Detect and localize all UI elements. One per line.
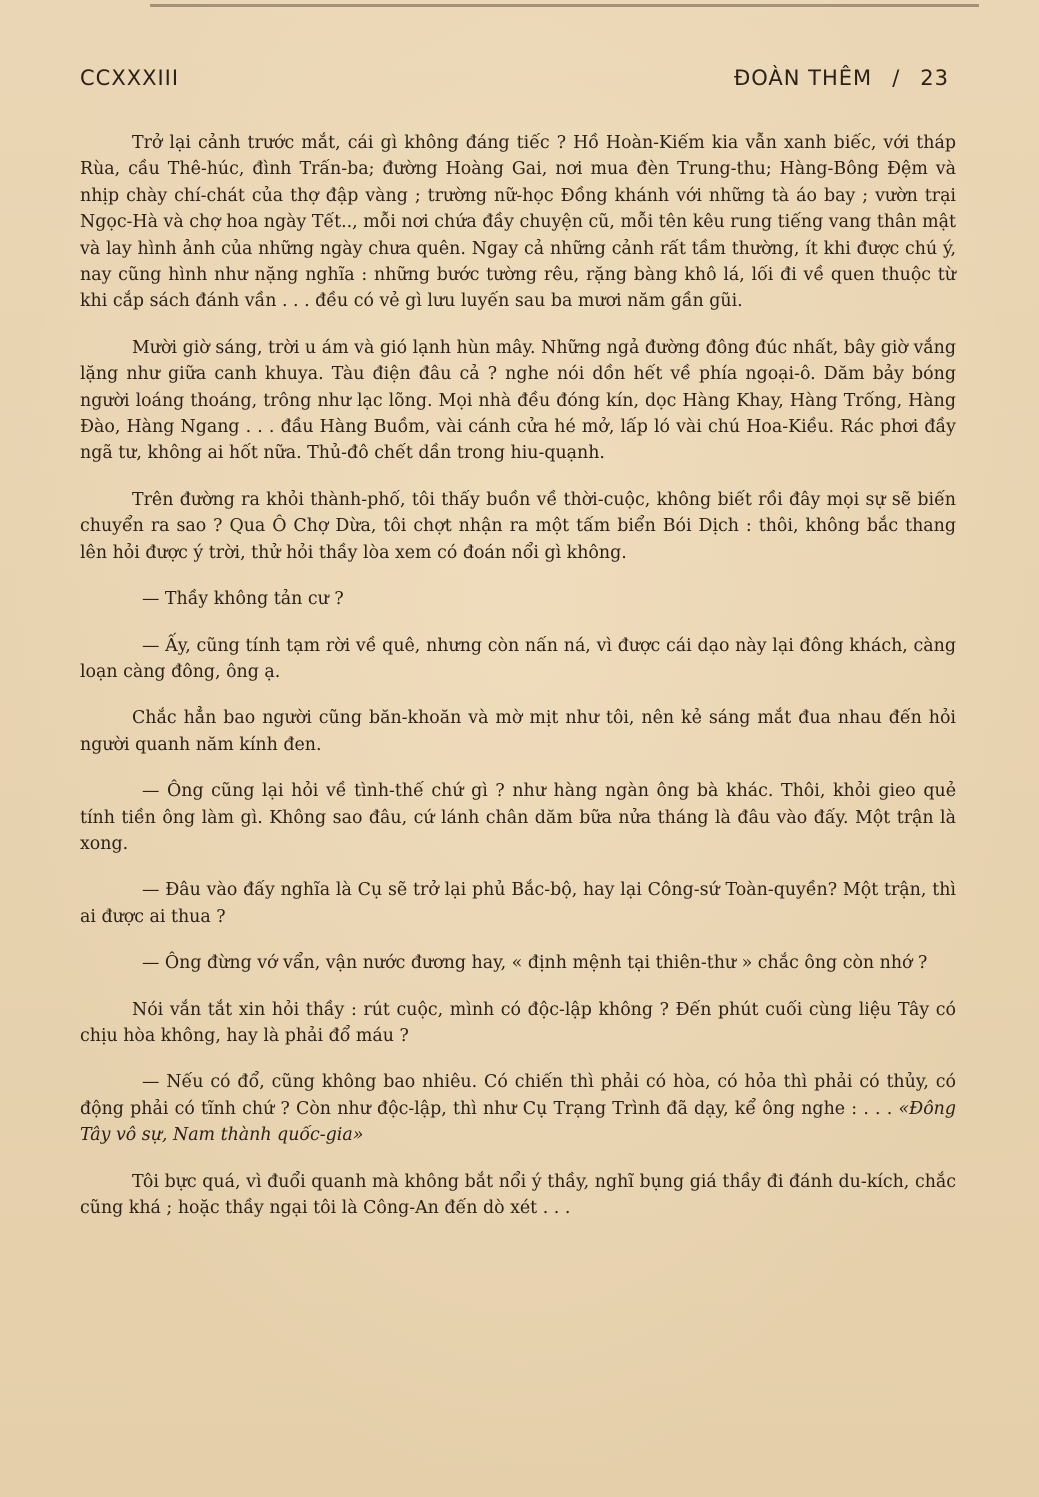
dialogue-6: [80, 1069, 956, 1148]
dialogue-3: — Ông cũng lại hỏi về tình-thế chứ gì ? như hàng ngàn ông bà khác. Thôi, khỏi gieo quẻ tính tiền ông làm gì. Không sao đâu, cứ lánh chân dăm bữa nửa tháng là đâu vào đấy. Một trận là xong.: [80, 781, 956, 854]
dialogue-4: — Đâu vào đấy nghĩa là Cụ sẽ trở lại phủ Bắc-bộ, hay lại Công-sứ Toàn-quyền? Một trận, thì ai được ai thua ?: [80, 880, 956, 927]
paragraph-2: Mười giờ sáng, trời u ám và gió lạnh hùn mây. Những ngả đường đông đúc nhất, bây giờ vắng lặng như giữa canh khuya. Tàu điện đâu cả ? nghe nói dồn hết về phía ngoại-ô. Dăm bảy bóng người loáng thoáng, trông như lạc lõng. Mọi nhà đều đóng kín, dọc Hàng Khay, Hàng Trống, Hàng Đào, Hàng Ngang . . . đầu Hàng Buồm, vài cánh cửa hé mở, lấp ló vài chú Hoa-Kiều. Rác phơi đầy ngã tư, không ai hốt nữa. Thủ-đô chết dần trong hiu-quạnh.: [80, 337, 956, 464]
paragraph-4: Chắc hẳn bao người cũng băn-khoăn và mờ mịt như tôi, nên kẻ sáng mắt đua nhau đến hỏi người quanh năm kính đen.: [80, 708, 956, 755]
dialogue-1: — Thầy không tản cư ?: [142, 589, 344, 610]
paragraph-3: Trên đường ra khỏi thành-phố, tôi thấy buồn về thời-cuộc, không biết rồi đây mọi sự sẽ biến chuyển ra sao ? Qua Ô Chợ Dừa, tôi chợt nhận ra một tấm biển Bói Dịch : thôi, không bắc thang lên hỏi được ý trời, thử hỏi thầy lòa xem có đoán nổi gì không.: [80, 489, 956, 563]
running-head: [734, 66, 949, 90]
chapter-marker: CCXXXIII: [80, 66, 180, 90]
top-edge-rule: [150, 4, 979, 7]
paragraph-1: Trở lại cảnh trước mắt, cái gì không đáng tiếc ? Hồ Hoàn-Kiếm kia vẫn xanh biếc, với tháp Rùa, cầu Thê-húc, đình Trấn-ba; đường Hoàng Gai, nơi mua đèn Trung-thu; Hàng-Bông Đệm và nhịp chày chí-chát của thợ đập vàng ; trường nữ-học Đồng khánh với những tà áo bay ; vườn trại Ngọc-Hà và chợ hoa ngày Tết.., mỗi nơi chứa đầy chuyện cũ, mỗi tên kêu rung tiếng vang thân mật và lay hình ảnh của những ngày chưa quên. Ngay cả những cảnh rất tầm thường, ít khi được chú ý, nay cũng hình như nặng nghĩa : những bước tường rêu, rặng bàng khô lá, lối đi về quen thuộc từ khi cắp sách đánh vần . . . đều có vẻ gì lưu luyến sau ba mươi năm gần gũi.: [80, 133, 956, 312]
paragraph-5: Nói vắn tắt xin hỏi thầy : rút cuộc, mình có độc-lập không ? Đến phút cuối cùng liệu Tây có chịu hòa không, hay là phải đổ máu ?: [80, 999, 956, 1046]
page-body: [80, 130, 956, 1241]
header-separator: /: [892, 66, 901, 90]
paragraph-6: Tôi bực quá, vì đuổi quanh mà không bắt nổi ý thầy, nghĩ bụng giá thầy đi đánh du-kích, chắc cũng khá ; hoặc thầy ngại tôi là Công-An đến dò xét . . .: [80, 1171, 956, 1218]
page-number: 23: [920, 66, 949, 90]
author-name: ĐOÀN THÊM: [733, 66, 873, 90]
dialogue-6-text: — Nếu có đổ, cũng không bao nhiêu. Có chiến thì phải có hòa, có hỏa thì phải có thủy, có động phải có tĩnh chứ ? Còn như độc-lập, thì như Cụ Trạng Trình đã dạy, kể ông nghe : . . .: [80, 1072, 956, 1119]
dialogue-2: — Ấy, cũng tính tạm rời về quê, nhưng còn nấn ná, vì được cái dạo này lại đông khách, càng loạn càng đông, ông ạ.: [80, 635, 956, 682]
dialogue-5: — Ông đừng vớ vẩn, vận nước đương hay, « định mệnh tại thiên-thư » chắc ông còn nhớ ?: [142, 953, 928, 974]
page-header: [80, 66, 949, 90]
prophecy-quote: «Đông Tây vô sự, Nam thành quốc-gia»: [80, 1098, 956, 1146]
